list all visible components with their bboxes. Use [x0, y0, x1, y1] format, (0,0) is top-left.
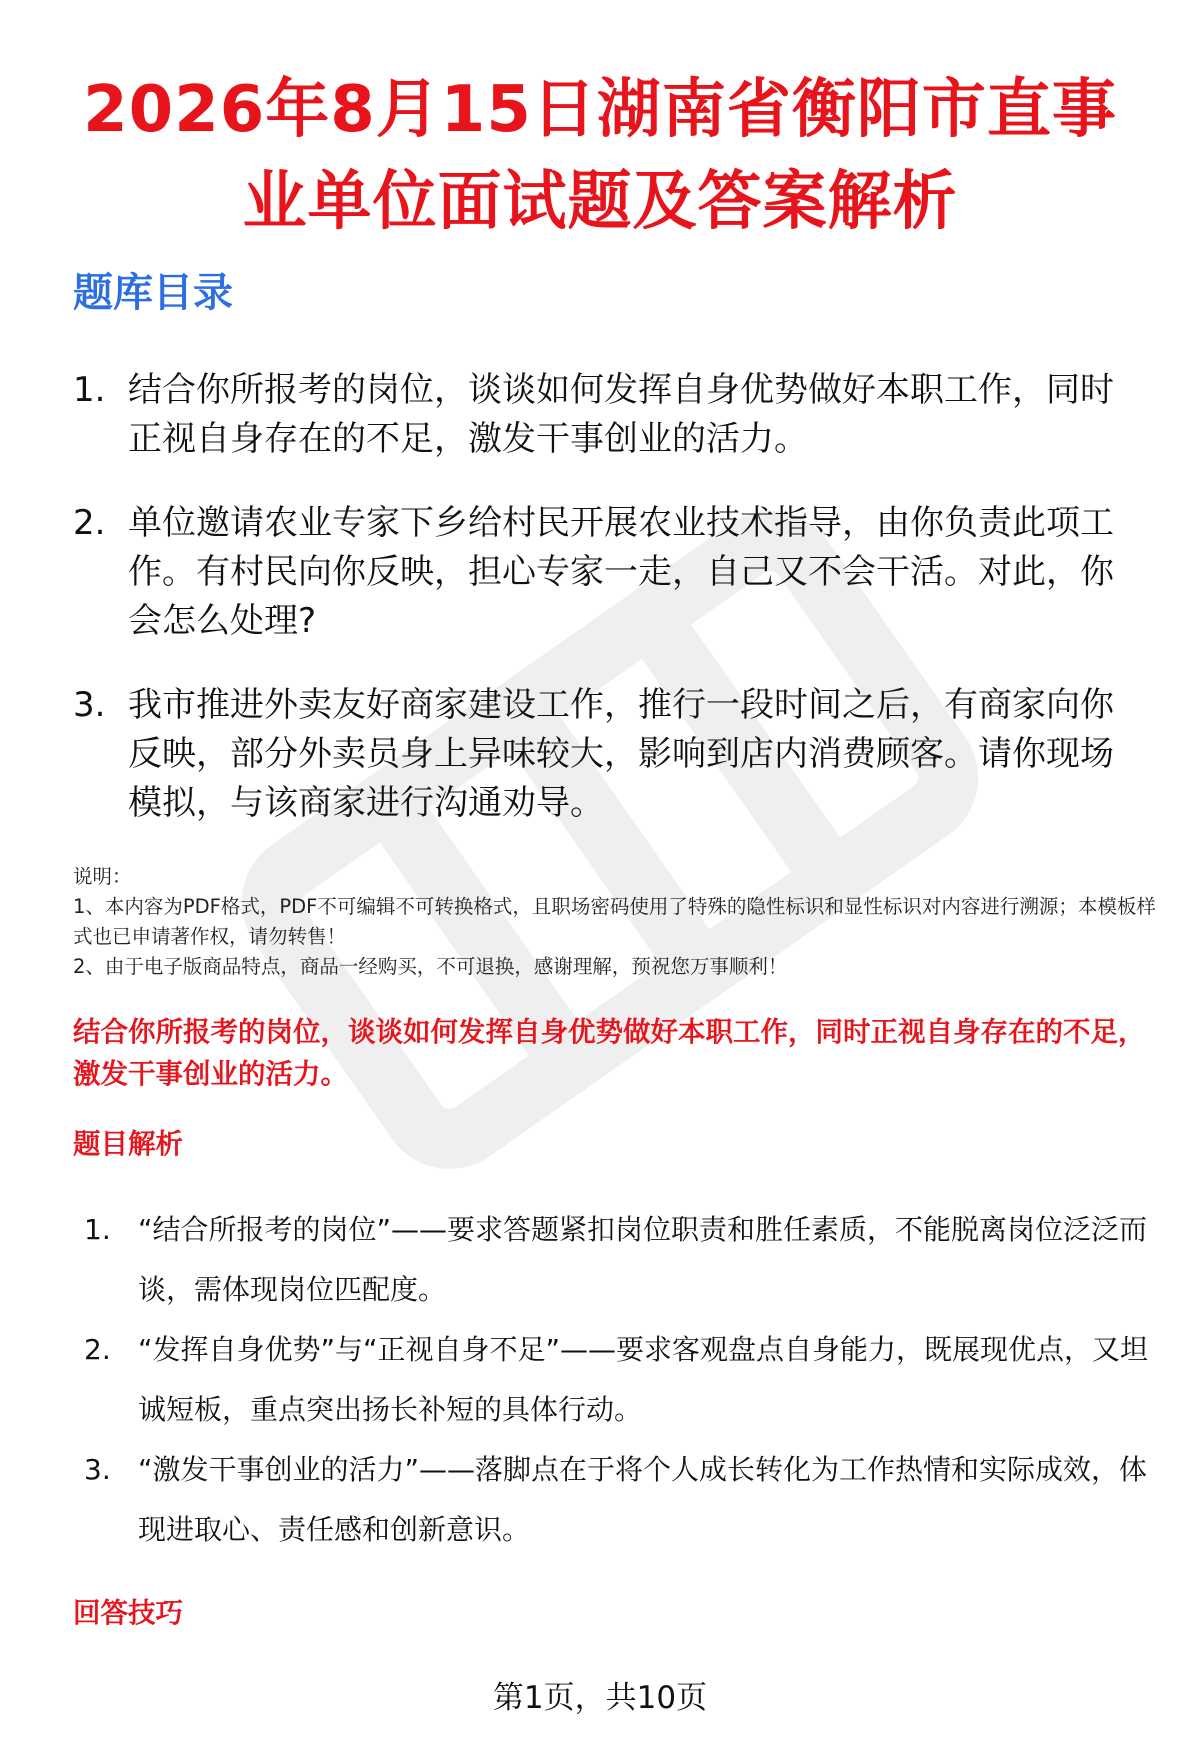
document-title: 2026年8月15日湖南省衡阳市直事业单位面试题及答案解析	[83, 73, 1117, 239]
analysis-item-number: 2.	[84, 1333, 111, 1366]
analysis-item-number: 3.	[84, 1453, 111, 1486]
analysis-item	[84, 1320, 1150, 1440]
toc-item-number: 1.	[73, 370, 106, 410]
toc-item-number: 3.	[73, 685, 106, 725]
analysis-list	[84, 1200, 1150, 1560]
toc-list	[73, 366, 1143, 828]
toc-item[interactable]	[73, 366, 1143, 464]
toc-item-text: 我市推进外卖友好商家建设工作，推行一段时间之后，有商家向你反映，部分外卖员身上异味较大，影响到店内消费顾客。请你现场模拟，与该商家进行沟通劝导。	[128, 685, 1114, 823]
question-title: 结合你所报考的岗位，谈谈如何发挥自身优势做好本职工作，同时正视自身存在的不足，激发干事创业的活力。	[73, 1016, 1146, 1090]
page-footer: 第1页，共10页	[492, 1680, 708, 1716]
analysis-item-text: “激发干事创业的活力”——落脚点在于将个人成长转化为工作热情和实际成效，体现进取心、责任感和创新意识。	[138, 1453, 1148, 1546]
analysis-item-text: “发挥自身优势”与“正视自身不足”——要求客观盘点自身能力，既展现优点，又坦诚短板，重点突出扬长补短的具体行动。	[138, 1333, 1149, 1426]
notes-block	[73, 862, 1163, 982]
analysis-heading: 题目解析	[73, 1128, 183, 1160]
analysis-item-number: 1.	[84, 1213, 111, 1246]
analysis-item-text: “结合所报考的岗位”——要求答题紧扣岗位职责和胜任素质，不能脱离岗位泛泛而谈，需体现岗位匹配度。	[138, 1213, 1148, 1306]
notes-label: 说明：	[73, 865, 132, 888]
tips-heading: 回答技巧	[73, 1597, 183, 1629]
toc-item[interactable]	[73, 499, 1143, 646]
toc-heading: 题库目录	[73, 270, 233, 316]
toc-item-number: 2.	[73, 503, 106, 543]
toc-item[interactable]	[73, 681, 1143, 828]
analysis-item	[84, 1200, 1150, 1320]
notes-line: 1、本内容为PDF格式，PDF不可编辑不可转换格式，且职场密码使用了特殊的隐性标识和显性标识对内容进行溯源；本模板样式也已申请著作权，请勿转售！	[73, 895, 1156, 948]
analysis-item	[84, 1440, 1150, 1560]
toc-item-text: 结合你所报考的岗位，谈谈如何发挥自身优势做好本职工作，同时正视自身存在的不足，激发干事创业的活力。	[128, 370, 1114, 459]
toc-item-text: 单位邀请农业专家下乡给村民开展农业技术指导，由你负责此项工作。有村民向你反映，担心专家一走，自己又不会干活。对此，你会怎么处理?	[128, 503, 1114, 641]
notes-line: 2、由于电子版商品特点，商品一经购买，不可退换，感谢理解，预祝您万事顺利！	[73, 955, 788, 978]
